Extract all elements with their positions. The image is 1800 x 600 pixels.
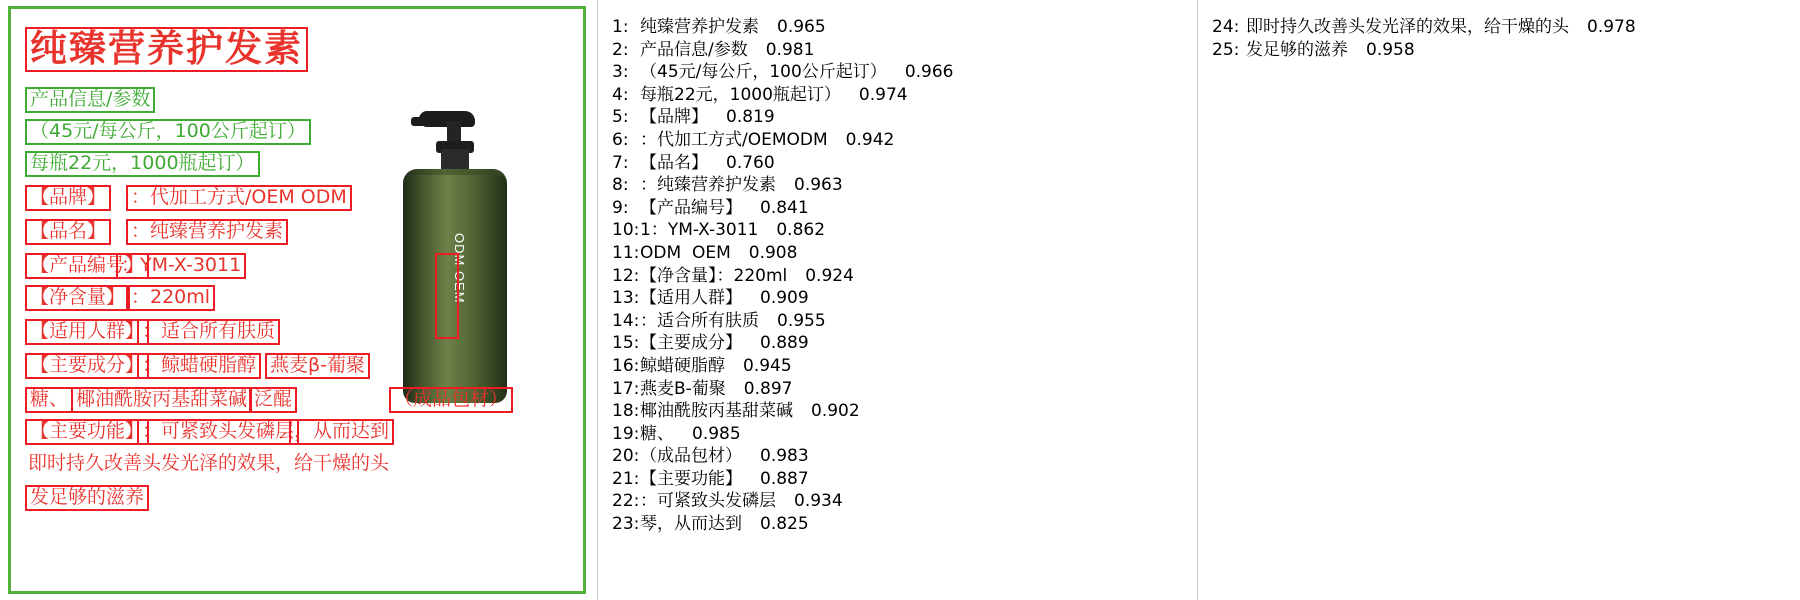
ocr-text: 即时持久改善头发光泽的效果，给干燥的头 [1246, 17, 1569, 37]
ocr-text: ：代加工方式/OEMODM [640, 129, 828, 150]
ocr-index: 20: [612, 446, 640, 467]
ocr-score: 0.965 [777, 17, 826, 37]
ocr-score: 0.974 [858, 84, 908, 105]
annotation-function-value-3: 即时持久改善头发光泽的效果，给干燥的头 [28, 452, 390, 474]
annotated-image-panel [0, 0, 598, 600]
ocr-line [612, 106, 1187, 129]
ocr-text: 【产品编号】 [640, 197, 742, 218]
ocr-score: 0.909 [760, 288, 809, 309]
annotation-function-value-2: ，从而达到 [289, 419, 394, 445]
ocr-score: 0.908 [748, 242, 798, 263]
ocr-text: 琴，从而达到 [640, 514, 742, 535]
ocr-text: 椰油酰胺丙基甜菜碱 [640, 401, 793, 422]
annotation-volume-label: 【净含量】 [25, 285, 130, 311]
ocr-line [612, 39, 1187, 62]
annotation-ingredients-value-2: 燕麦β-葡聚 [265, 353, 370, 379]
ocr-score: 0.889 [760, 333, 809, 354]
ocr-score: 0.963 [794, 175, 843, 196]
annotation-function-label: 【主要功能】 [25, 419, 149, 445]
ocr-text: 每瓶22元，1000瓶起订） [640, 84, 841, 105]
ocr-line [612, 174, 1187, 197]
bottle-label-text: ODM OEM [452, 233, 467, 304]
ocr-score: 0.924 [805, 265, 854, 286]
ocr-score: 0.887 [760, 468, 809, 489]
ocr-score: 0.760 [726, 152, 775, 173]
ocr-index: 8: [612, 175, 629, 196]
ocr-index: 11: [612, 242, 640, 263]
ocr-index: 12: [612, 265, 640, 286]
ocr-score: 0.955 [777, 310, 826, 331]
ocr-line [612, 219, 1187, 242]
ocr-line [612, 152, 1187, 175]
ocr-text: ODM OEM [640, 242, 731, 263]
ocr-score: 0.841 [760, 197, 809, 218]
annotation-brand-label: 【品牌】 [25, 185, 111, 211]
ocr-score: 0.942 [845, 129, 895, 150]
ocr-text: 燕麦B-葡聚 [640, 378, 726, 399]
ocr-line [612, 445, 1187, 468]
image-frame [8, 6, 586, 594]
ocr-index: 7: [612, 152, 629, 173]
ocr-score: 0.985 [692, 423, 741, 444]
ocr-line [612, 197, 1187, 220]
ocr-index: 15: [612, 333, 640, 354]
pump-nozzle-shape [411, 117, 427, 126]
annotation-function-value-1: ：可紧致头发磷层 [137, 419, 299, 445]
ocr-score: 0.983 [760, 446, 809, 467]
annotation-brand-value: ：代加工方式/OEM ODM [126, 185, 352, 211]
ocr-text: 【主要功能】 [640, 468, 742, 489]
ocr-score: 0.945 [743, 355, 792, 376]
annotation-sku-value: ：YM-X-3011 [116, 253, 246, 279]
ocr-index: 19: [612, 423, 640, 444]
ocr-line [612, 61, 1187, 84]
ocr-score: 0.819 [726, 107, 775, 128]
ocr-index: 4: [612, 84, 629, 105]
ocr-line [612, 400, 1187, 423]
ocr-line [612, 242, 1187, 265]
ocr-text: （成品包材） [640, 446, 742, 467]
ocr-line [612, 513, 1187, 536]
annotation-ingredients-value-4: 椰油酰胺丙基甜菜碱 [71, 387, 252, 413]
ocr-index: 21: [612, 468, 640, 489]
ocr-score: 0.958 [1366, 39, 1415, 60]
annotation-name-value: ：纯臻营养护发素 [126, 219, 288, 245]
ocr-text: 糖、 [640, 423, 674, 444]
ocr-index: 23: [612, 514, 640, 535]
annotation-packaging-note: （成品包材） [389, 387, 513, 413]
ocr-line [612, 129, 1187, 152]
ocr-line [612, 16, 1187, 39]
annotation-ingredients-value-5: 泛醌 [249, 387, 297, 413]
ocr-line [612, 378, 1187, 401]
annotation-ingredients-value-1: ：鲸蜡硬脂醇 [137, 353, 261, 379]
ocr-text: 【品名】 [640, 152, 708, 173]
ocr-text: 【品牌】 [640, 107, 708, 128]
ocr-text-column-right [1198, 0, 1799, 600]
annotation-price-per-bottle: 每瓶22元，1000瓶起订） [25, 151, 260, 177]
ocr-text: 纯臻营养护发素 [640, 17, 759, 37]
annotation-bottle-label-box [435, 253, 459, 339]
ocr-text-column-left [598, 0, 1198, 600]
ocr-line [612, 84, 1187, 107]
ocr-index: 14: [612, 310, 640, 331]
ocr-text: 【适用人群】 [640, 288, 742, 309]
ocr-text: 鲸蜡硬脂醇 [640, 355, 725, 376]
annotation-crowd-value: ：适合所有肤质 [137, 319, 280, 345]
ocr-index: 25: [1212, 39, 1240, 60]
ocr-score: 0.902 [811, 401, 860, 422]
ocr-score: 0.981 [765, 39, 815, 60]
ocr-index: 13: [612, 288, 640, 309]
ocr-text: 【主要成分】 [640, 333, 742, 354]
ocr-text: 1：YM-X-3011 [640, 220, 759, 241]
ocr-line [612, 287, 1187, 310]
ocr-text: （45元/每公斤，100公斤起订） [640, 62, 887, 83]
ocr-score: 0.978 [1587, 17, 1636, 37]
ocr-line [612, 490, 1187, 513]
annotation-title: 纯臻营养护发素 [25, 27, 308, 72]
ocr-line [1212, 16, 1789, 39]
ocr-line [612, 355, 1187, 378]
ocr-index: 18: [612, 401, 640, 422]
ocr-text: ：可紧致头发磷层 [640, 491, 776, 512]
ocr-text: 发足够的滋养 [1246, 39, 1348, 60]
annotation-volume-value: ：220ml [126, 285, 215, 311]
ocr-line [1212, 39, 1789, 62]
ocr-text: ：适合所有肤质 [640, 310, 759, 331]
annotation-name-label: 【品名】 [25, 219, 111, 245]
annotation-ingredients-value-3: 糖、 [25, 387, 73, 413]
ocr-index: 1: [612, 17, 629, 37]
ocr-index: 10: [612, 220, 640, 241]
ocr-index: 5: [612, 107, 629, 128]
ocr-index: 6: [612, 129, 629, 150]
ocr-score: 0.862 [776, 220, 826, 241]
annotation-subtitle: 产品信息/参数 [25, 87, 155, 113]
annotation-function-value-4: 发足够的滋养 [25, 485, 149, 511]
ocr-score: 0.966 [904, 62, 954, 83]
ocr-line [612, 423, 1187, 446]
ocr-text: 产品信息/参数 [640, 39, 748, 60]
annotation-crowd-label: 【适用人群】 [25, 319, 149, 345]
ocr-index: 16: [612, 355, 640, 376]
ocr-index: 3: [612, 62, 629, 83]
ocr-line [612, 310, 1187, 333]
annotation-price-per-kg: （45元/每公斤，100公斤起订） [25, 119, 311, 145]
ocr-index: 22: [612, 491, 640, 512]
ocr-line [612, 332, 1187, 355]
ocr-text: 【净含量】：220ml [640, 265, 788, 286]
annotation-sku-label: 【产品编号】 [25, 253, 149, 279]
ocr-index: 2: [612, 39, 629, 60]
ocr-score: 0.825 [760, 514, 809, 535]
ocr-line [612, 265, 1187, 288]
annotation-ingredients-label: 【主要成分】 [25, 353, 149, 379]
ocr-score: 0.897 [743, 378, 793, 399]
ocr-text: ：纯臻营养护发素 [640, 175, 776, 196]
ocr-index: 24: [1212, 17, 1240, 37]
ocr-score: 0.934 [794, 491, 843, 512]
ocr-index: 17: [612, 378, 640, 399]
ocr-index: 9: [612, 197, 629, 218]
ocr-line [612, 468, 1187, 491]
